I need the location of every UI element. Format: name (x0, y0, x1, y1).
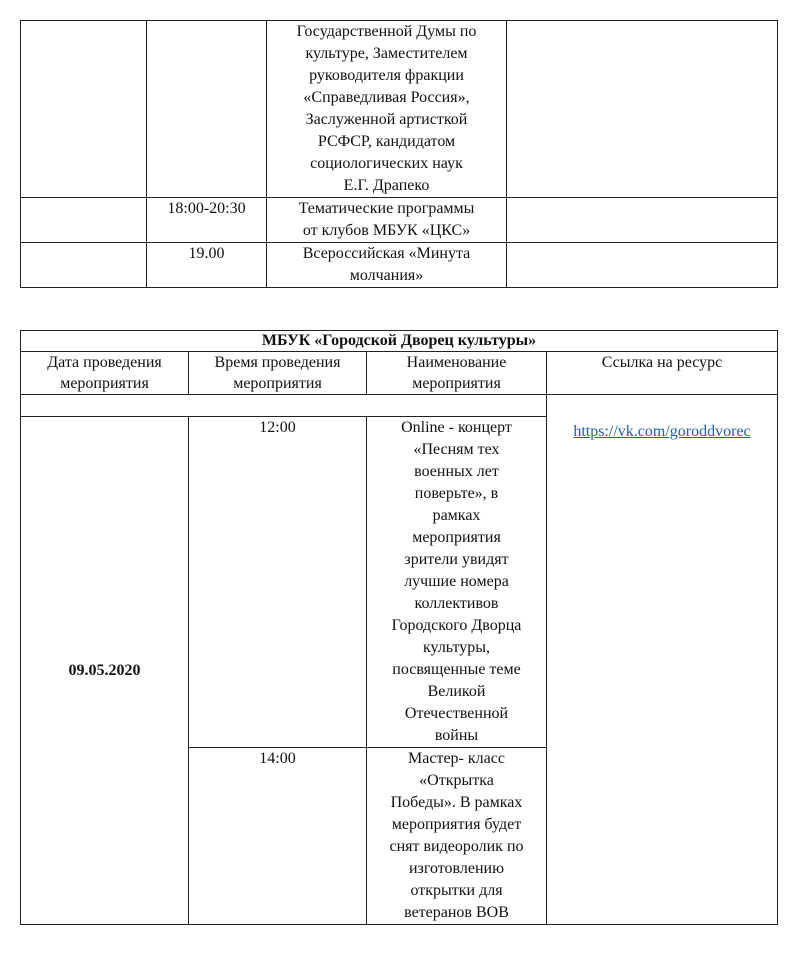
event-line: РСФСР, кандидатом (317, 133, 456, 150)
event-line: военных лет (414, 463, 499, 480)
event-line: Мастер- класс (408, 750, 505, 767)
header-line: Наименование (406, 354, 507, 371)
vk-link[interactable]: https://vk.com/goroddvorec (573, 423, 751, 440)
link-cell (547, 395, 778, 925)
event-line: Победы». В рамках (390, 794, 523, 811)
event-line: Государственной Думы по (296, 23, 477, 40)
event-line: культуры, (422, 639, 491, 656)
event-line: Е.Г. Драпеко (343, 177, 430, 194)
event-line: молчания» (349, 267, 424, 284)
schedule-table-top (20, 20, 778, 288)
event-line: ветеранов ВОВ (404, 904, 509, 921)
header-line: мероприятия (60, 375, 149, 392)
event-line: от клубов МБУК «ЦКС» (302, 222, 471, 239)
event-line: Великой (427, 683, 486, 700)
table-row (21, 21, 778, 198)
spacer-row (21, 395, 778, 417)
event-line: «Справедливая Россия», (303, 89, 470, 106)
header-date (21, 352, 189, 395)
event-line: изготовлению (408, 860, 505, 877)
link-cell (507, 21, 778, 198)
date-cell: 09.05.2020 (21, 417, 189, 925)
time-cell: 19.00 (147, 243, 267, 288)
event-line: Online - концерт (401, 419, 512, 436)
event-cell (367, 417, 547, 748)
time-cell (147, 21, 267, 198)
event-line: Городского Дворца (391, 617, 522, 634)
event-line: социологических наук (310, 155, 463, 172)
event-line: рамках (432, 507, 481, 524)
event-line: посвященные теме (392, 661, 521, 678)
header-line: мероприятия (412, 375, 501, 392)
event-line: руководителя фракции (309, 67, 464, 84)
event-line: Заслуженной артисткой (305, 111, 468, 128)
event-line: Всероссийская «Минута (302, 245, 471, 262)
date-cell (21, 198, 147, 243)
header-link (547, 352, 778, 395)
header-time (189, 352, 367, 395)
header-row (21, 352, 778, 395)
event-line: «Открытка (419, 772, 494, 789)
event-line: Тематические программы (298, 200, 475, 217)
header-line: Ссылка на ресурс (601, 354, 723, 371)
gdk-schedule-table (20, 330, 778, 925)
event-cell (367, 748, 547, 925)
date-cell (21, 21, 147, 198)
link-cell (507, 243, 778, 288)
table-row (21, 243, 778, 288)
event-line: открытки для (410, 882, 503, 899)
header-line: Дата проведения (47, 354, 162, 371)
time-cell: 14:00 (189, 748, 367, 925)
event-line: поверьте», в (414, 485, 499, 502)
event-line: культуре, Заместителем (305, 45, 468, 62)
event-line: Отечественной (404, 705, 509, 722)
table-title: МБУК «Городской Дворец культуры» (21, 331, 778, 352)
header-name (367, 352, 547, 395)
event-cell (267, 243, 507, 288)
event-cell (267, 21, 507, 198)
event-line: мероприятия будет (391, 816, 522, 833)
event-line: «Песням тех (413, 441, 500, 458)
header-line: Время проведения (214, 354, 341, 371)
event-cell (267, 198, 507, 243)
table-row (21, 198, 778, 243)
spacer-cell (21, 395, 547, 417)
time-cell: 12:00 (189, 417, 367, 748)
event-line: лучшие номера (404, 573, 509, 590)
event-line: снят видеоролик по (389, 838, 524, 855)
event-line: войны (434, 727, 479, 744)
event-line: зрители увидят (404, 551, 509, 568)
link-cell (507, 198, 778, 243)
event-line: коллективов (414, 595, 499, 612)
date-cell (21, 243, 147, 288)
time-cell: 18:00-20:30 (147, 198, 267, 243)
header-line: мероприятия (233, 375, 322, 392)
event-line: мероприятия (412, 529, 501, 546)
